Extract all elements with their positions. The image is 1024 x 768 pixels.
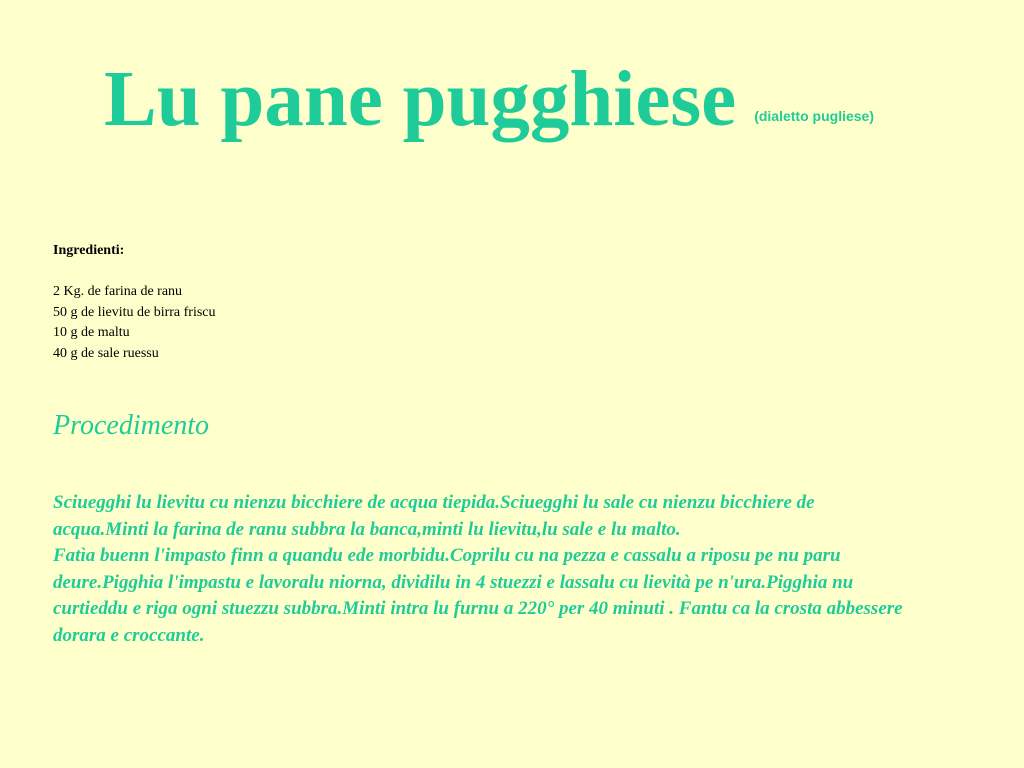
procedure-text [53, 490, 903, 649]
procedure-paragraph: Sciuegghi lu lievitu cu nienzu bicchiere de acqua tiepida.Sciuegghi lu sale cu nienzu bicchiere de acqua.Minti la farina de ranu subbra la banca,minti lu lievitu,lu sale e lu malto. [53, 492, 815, 540]
page-title: Lu pane pugghiese [104, 56, 737, 143]
ingredients-heading: Ingredienti: [53, 243, 125, 258]
page-subtitle: (dialetto pugliese) [754, 108, 874, 124]
ingredient-item: 50 g de lievitu de birra friscu [53, 304, 216, 320]
ingredient-item: 40 g de sale ruessu [53, 345, 159, 361]
ingredient-item: 10 g de maltu [53, 325, 130, 340]
ingredients-section [53, 241, 216, 364]
ingredient-item: 2 Kg. de farina de ranu [53, 284, 183, 299]
procedure-heading: Procedimento [53, 410, 210, 441]
procedure-paragraph: Fatìa buenn l'impasto finn a quandu ede morbidu.Coprilu cu na pezza e cassalu a riposu pe nu paru deure.Pigghia l'impastu e lavoralu niorna, dividilu in 4 stuezzi e lassalu cu lievità pe n'ura.Pigghia nu curtieddu e riga ogni stuezzu subbra.Minti intra lu furnu a 220° per 40 minuti . Fantu ca la crosta abbessere dorara e croccante. [53, 545, 903, 646]
page-header [104, 56, 874, 143]
spacer [53, 262, 216, 283]
